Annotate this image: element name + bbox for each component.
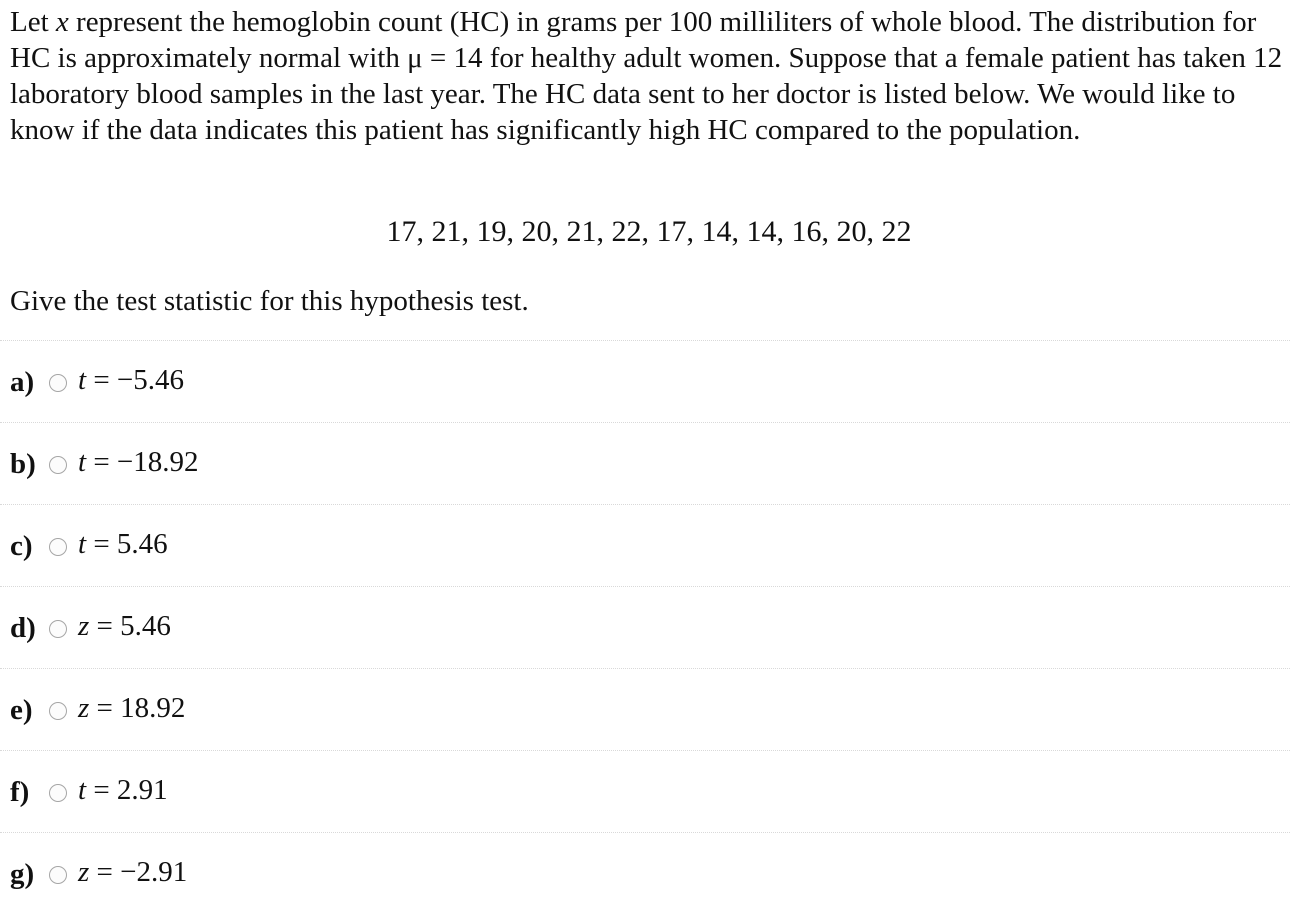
choice-letter: g)	[10, 858, 35, 890]
radio-button-icon[interactable]	[49, 456, 67, 474]
choice-letter: c)	[10, 530, 33, 562]
choice-letter: f)	[10, 776, 30, 808]
choice-variable: z	[78, 856, 90, 888]
choice-letter: b)	[10, 448, 36, 480]
choice-value: = −18.92	[86, 446, 199, 478]
choice-a[interactable]	[0, 340, 1290, 422]
variable-x: x	[55, 6, 69, 38]
choice-value: = 5.46	[89, 610, 171, 642]
choice-c[interactable]	[0, 504, 1290, 586]
prompt-text: Give the test statistic for this hypothesis test.	[10, 285, 529, 317]
answer-choices	[0, 340, 1290, 914]
choice-expression	[78, 444, 199, 480]
radio-button-icon[interactable]	[49, 538, 67, 556]
choice-value: = 2.91	[86, 774, 168, 806]
choice-expression	[78, 608, 171, 644]
radio-button-icon[interactable]	[49, 702, 67, 720]
choice-f[interactable]	[0, 750, 1290, 832]
choice-value: = 5.46	[86, 528, 168, 560]
choice-e[interactable]	[0, 668, 1290, 750]
choice-variable: t	[78, 446, 87, 478]
choice-expression	[78, 690, 185, 726]
choice-expression	[78, 772, 168, 808]
radio-button-icon[interactable]	[49, 784, 67, 802]
data-values: 17, 21, 19, 20, 21, 22, 17, 14, 14, 16, 20, 22	[386, 215, 912, 248]
choice-letter: a)	[10, 366, 35, 398]
question-text	[10, 4, 1288, 148]
choice-value: = −2.91	[89, 856, 188, 888]
choice-letter: d)	[10, 612, 36, 644]
radio-button-icon[interactable]	[49, 374, 67, 392]
choice-variable: t	[78, 364, 87, 396]
choice-expression	[78, 854, 187, 890]
choice-expression	[78, 362, 184, 398]
radio-button-icon[interactable]	[49, 620, 67, 638]
choice-g[interactable]	[0, 832, 1290, 914]
choice-variable: z	[78, 692, 90, 724]
choice-variable: z	[78, 610, 90, 642]
choice-b[interactable]	[0, 422, 1290, 504]
choice-value: = −5.46	[86, 364, 185, 396]
question-part-2: represent the hemoglobin count (HC) in grams per 100 milliliters of whole blood. The distribution for HC is approximately normal with μ = 14 for healthy adult women. Suppose that a female patient has taken 12 laboratory blood samples in the last year. The HC data sent to her doctor is listed below. We would like to know if the data indicates this patient has significantly high HC compared to the population.	[10, 6, 1283, 146]
choice-value: = 18.92	[89, 692, 186, 724]
choice-expression	[78, 526, 168, 562]
radio-button-icon[interactable]	[49, 866, 67, 884]
choice-variable: t	[78, 528, 87, 560]
choice-variable: t	[78, 774, 87, 806]
choice-letter: e)	[10, 694, 33, 726]
choice-d[interactable]	[0, 586, 1290, 668]
question-part-1: Let	[10, 6, 56, 38]
